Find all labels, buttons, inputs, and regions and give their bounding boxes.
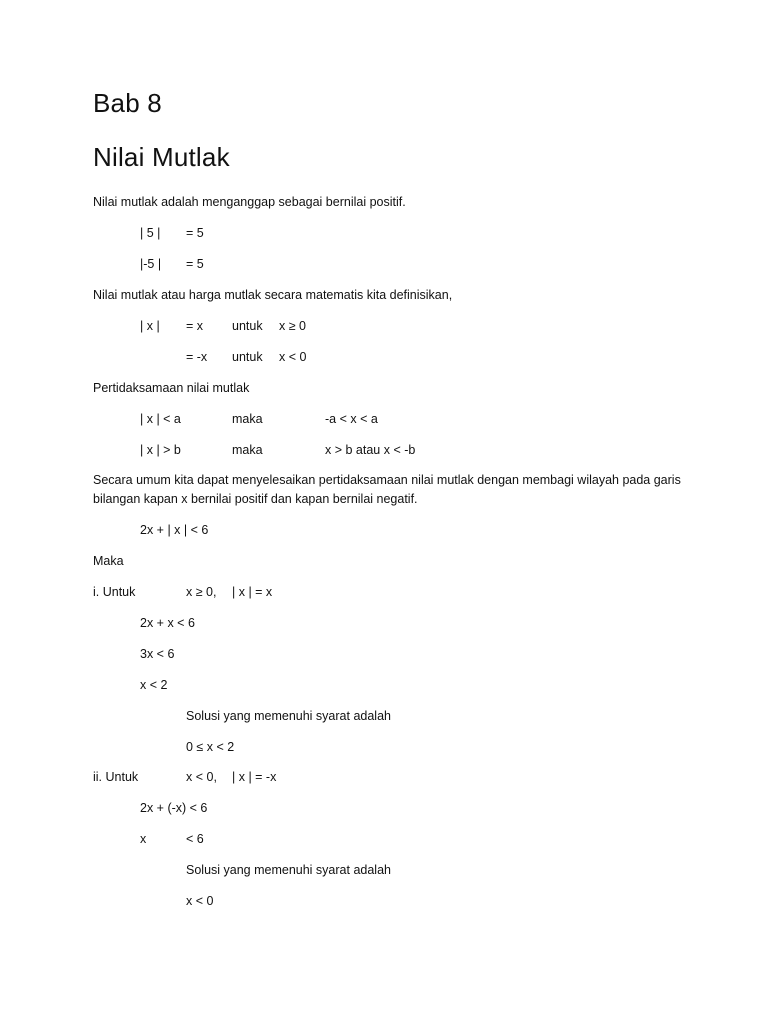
maka-label: Maka [93,554,124,568]
case1-solution-label: Solusi yang memenuhi syarat adalah [186,709,391,723]
case2-label: ii. Untuk [93,770,139,784]
case1-step: 2x + x < 6 [140,616,195,630]
inequality-result: x > b atau x < -b [325,443,416,457]
definition-word: untuk [232,350,263,364]
inequality-word: maka [232,443,263,457]
case1-solution: 0 ≤ x < 2 [186,740,235,754]
inequality-result: -a < x < a [325,412,378,426]
definition-lhs: | x | [140,319,160,333]
page-title: Nilai Mutlak [93,142,230,172]
example-expr: |-5 | [140,257,162,271]
intro-text: Nilai mutlak adalah menganggap sebagai bernilai positif. [93,195,406,209]
chapter-heading: Bab 8 [93,88,162,118]
definition-condition: x ≥ 0 [279,319,307,333]
inequality-word: maka [232,412,263,426]
case2-step-lhs: x [140,832,147,846]
inequality-expr: | x | > b [140,443,181,457]
case2-solution-label: Solusi yang memenuhi syarat adalah [186,863,391,877]
definition-intro: Nilai mutlak atau harga mutlak secara matematis kita definisikan, [93,288,453,302]
case2-abs: | x | = -x [232,770,277,784]
case1-condition: x ≥ 0, [186,585,217,599]
inequality-expr: | x | < a [140,412,181,426]
case2-step-rhs: < 6 [186,832,204,846]
inequality-title: Pertidaksamaan nilai mutlak [93,381,250,395]
case1-step: x < 2 [140,678,168,692]
example-result: = 5 [186,257,204,271]
case2-solution: x < 0 [186,894,214,908]
case2-step: 2x + (-x) < 6 [140,801,208,815]
case2-condition: x < 0, [186,770,217,784]
definition-word: untuk [232,319,263,333]
example-expr: | 5 | [140,226,161,240]
problem-expression: 2x + | x | < 6 [140,523,209,537]
case1-label: i. Untuk [93,585,136,599]
case1-abs: | x | = x [232,585,273,599]
definition-rhs: = x [186,319,204,333]
definition-rhs: = -x [186,350,208,364]
general-paragraph: Secara umum kita dapat menyelesaikan pertidaksamaan nilai mutlak dengan membagi wilayah pada garis bilangan kapan x bernilai positif dan kapan bernilai negatif. [93,473,681,506]
example-result: = 5 [186,226,204,240]
case1-step: 3x < 6 [140,647,175,661]
definition-condition: x < 0 [279,350,307,364]
